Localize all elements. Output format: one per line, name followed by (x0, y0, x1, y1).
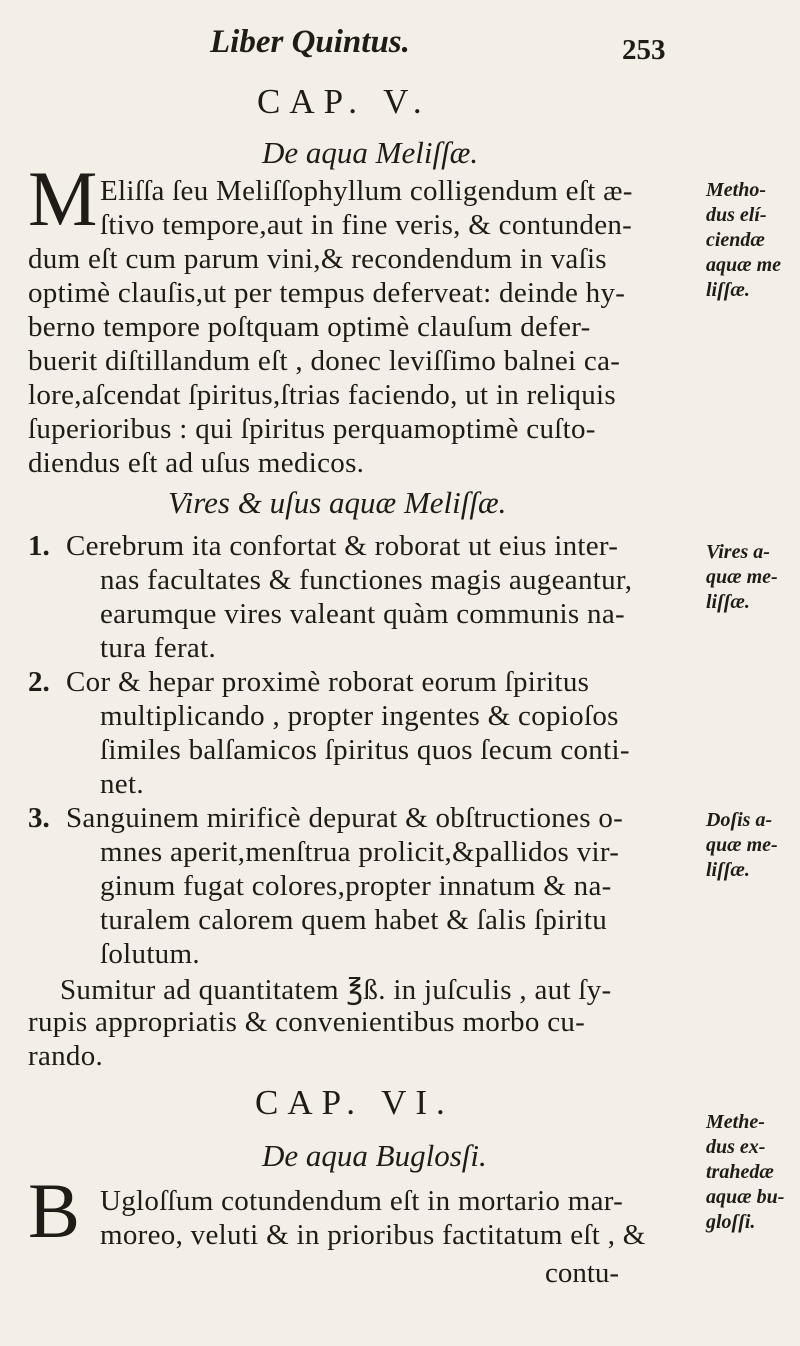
paragraph-line: buerit diſtillandum eſt , donec leviſſimo balnei ca- (28, 345, 621, 377)
page-number: 253 (622, 34, 666, 66)
item-line: nas facultates & functiones magis augeantur, (100, 564, 633, 596)
marginal-note-line: Methe- (706, 1111, 765, 1133)
paragraph-line: ſtivo tempore,aut in fine veris, & contunden- (100, 209, 633, 241)
marginal-note-line: dus ex- (706, 1136, 766, 1158)
paragraph-line: lore,aſcendat ſpiritus,ſtrias faciendo, ut in reliquis (28, 379, 616, 411)
marginal-note-line: trahedæ (706, 1161, 774, 1183)
marginal-note (706, 178, 781, 303)
paragraph-line: moreo, veluti & in prioribus factitatum eſt , & (100, 1219, 646, 1251)
dose-line: rando. (28, 1040, 104, 1072)
item-line: multiplicando , propter ingentes & copioſos (100, 700, 619, 732)
paragraph-line: ſuperioribus : qui ſpiritus perquamoptimè cuſto- (28, 413, 596, 445)
item-line: net. (100, 768, 144, 800)
item-line: ſimiles balſamicos ſpiritus quos ſecum conti- (100, 734, 630, 766)
marginal-note (706, 808, 778, 883)
item-line: Sanguinem mirificè depurat & obſtructiones o- (66, 802, 624, 834)
item-line: ſolutum. (100, 938, 200, 970)
marginal-note-line: quæ me- (706, 834, 778, 856)
drop-cap: M (28, 155, 98, 242)
dose-line: rupis appropriatis & convenientibus morbo cu- (28, 1006, 586, 1038)
marginal-note-line: quæ me- (706, 566, 778, 588)
section-title: De aqua Meliſſæ. (262, 135, 479, 170)
paragraph-line: Ugloſſum cotundendum eſt in mortario mar- (100, 1185, 624, 1217)
item-line: ginum fugat colores,propter innatum & na- (100, 870, 612, 902)
item-line: turalem calorem quem habet & ſalis ſpiritu (100, 904, 608, 936)
item-line: Cor & hepar proximè roborat eorum ſpiritus (66, 666, 590, 698)
marginal-note-line: Doſis a- (706, 809, 773, 831)
marginal-note-line: liſſæ. (706, 859, 750, 881)
running-title: Liber Quintus. (210, 24, 410, 60)
paragraph-line: optimè clauſis,ut per tempus deferveat: deinde hy- (28, 277, 626, 309)
marginal-note-line: gloſſi. (706, 1211, 756, 1233)
chapter-heading: CAP. V. (257, 82, 431, 121)
item-line: earumque vires valeant quàm communis na- (100, 598, 625, 630)
drop-cap: B (28, 1167, 81, 1254)
paragraph-line: berno tempore poſtquam optimè clauſum defer- (28, 311, 591, 343)
virtues-title: Vires & uſus aquæ Meliſſæ. (168, 485, 507, 520)
item-line: mnes aperit,menſtrua prolicit,&pallidos vir- (100, 836, 620, 868)
marginal-note (706, 540, 778, 615)
item-line: Cerebrum ita confortat & roborat ut eius inter- (66, 530, 619, 562)
catchword: contu- (545, 1257, 620, 1289)
paragraph-line: diendus eſt ad uſus medicos. (28, 447, 365, 479)
marginal-note (706, 1110, 784, 1235)
item-number: 3. (28, 802, 50, 834)
section-title: De aqua Buglosſi. (262, 1138, 487, 1173)
marginal-note-line: liſſæ. (706, 591, 750, 613)
paragraph-line: dum eſt cum parum vini,& recondendum in vaſis (28, 243, 607, 275)
item-number: 2. (28, 666, 50, 698)
marginal-note-line: liſſæ. (706, 279, 750, 301)
marginal-note-line: dus elí- (706, 204, 767, 226)
item-number: 1. (28, 530, 50, 562)
marginal-note-line: aquæ bu- (706, 1186, 785, 1208)
marginal-note-line: ciendæ (706, 229, 765, 251)
dose-line: Sumitur ad quantitatem ℥ß. in juſculis , aut ſy- (60, 974, 612, 1006)
marginal-note-line: aquæ me (706, 254, 781, 276)
marginal-note-line: Vires a- (706, 541, 770, 563)
chapter-heading: CAP. VI. (255, 1083, 454, 1122)
paragraph-line: Eliſſa ſeu Meliſſophyllum colligendum eſt æ- (100, 175, 633, 207)
marginal-note-line: Metho- (706, 179, 766, 201)
item-line: tura ferat. (100, 632, 217, 664)
